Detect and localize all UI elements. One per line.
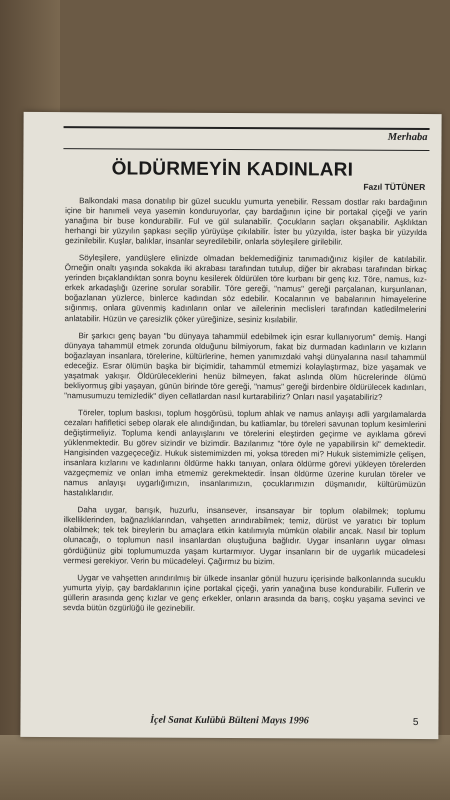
section-label: Merhaba [387,131,428,144]
paragraph: Daha uygar, barışık, huzurlu, insansever, insansayar bir toplum olabilmek; toplumu ilkelliklerinden, bağnazlıklarından, vahşetten arındırabilmek; temiz, dürüst ve yaratıcı bir toplum olabilmek; tek tek bireylerin bu amaçlara etkin katılımıyla mümkün olabilir ancak. Nasıl bir toplum olunacağı, o toplumun nasıl insanlardan oluştuğuna bağlıdır. Uygar insanların uygar olması gördüğünüz gibi toplumumuzda yaşam kurtarmıyor. Uygar insanların bir de uygarlık mücadelesi vermesi gerekiyor. Verin bu mücadeleyi. Çağırmız bu bizim. [63,505,426,566]
publication-footer: İçel Sanat Kulübü Bülteni Mayıs 1996 [150,714,309,727]
magazine-page [20,112,441,739]
article-author: Fazıl TÜTÜNER [363,181,426,193]
article-title: ÖLDÜRMEYİN KADINLARI [111,158,354,181]
table-surface-bottom [0,735,450,800]
header-rule-bottom [63,148,429,151]
page-number: 5 [412,716,419,728]
article-body [63,196,427,622]
header-rule-top [64,126,430,130]
paragraph: Bir şarkıcı genç bayan "bu dünyaya tahammül edebilmek için esrar kullanıyorum" demiş. Hangi dünyaya tahammül etmek zorunda olduğunu bilmiyorum, fakat biz durmadan kadınların ve kızların boğazlayan insanlara, törelerine, kültürlerine, hemen yanımızdaki vahşi dünyalarına nasıl tahammül edeceğiz. Esrar ölümün başka bir biçimidir, tahammül etmemizi kolaylaştırmaz, bize yaşamak ve yaşatmak yakışır. Öldürüleceklerini henüz bilmeyen, fakat aslında ölüm hücrelerinde ölümü bekliyormuş gibi yaşayan, günün birinde töre gereği, "namus" gereği birdenbire öldürülecek kadınları, "namusumuzu temizledik" diyen cellatlardan nasıl kurtarabiliriz? Onları nasıl yaşatabiliriz? [64,330,427,402]
paragraph: Balkondaki masa donatılıp bir güzel sucuklu yumurta yenebilir. Ressam dostlar rakı bardağının içine bir hanımeli veya yasemin konduruyorlar, çay bardağının içine bir portakal çiçeği ve yarin yanağına bir buse kondurabilir. Ful ve gül sulanabilir. Çocukların saçları okşanabilir. Aşklıktan herhangi bir yüzyılın şapkası seçilip yürüyüşe çıkılabilir. İster bu yüzyılda, ister başka bir yüzyılda gezinilebilir. Kuşlar, balıklar, insanlar seyredilebilir, onlarla söyleşilere girilebilir. [64,196,428,247]
paragraph: Söyleşilere, yandüşlere elinizde olmadan beklemediğiniz tanımadığınız kişiler de katılabilir. Örneğin onaltı yaşında sokakda iki akrabası tarafından tutulup, diğer bir akrabası tarafından birkaç yerinden bıçaklandıktan sonra boynu kesilerek öldürülen töre kurbanı bir genç kız. Töre, namus, kız-erkek arkadaşlığı üzerine sorular sorabilir. Töre gereği, "namus" gereği parçalanan, kurşunlanan, boğazlanan yüzlerce, binlerce kadından söz edebilir. Kocalarının ve babalarının himayelerine sığınmış, onlara güvenmiş kadınların onlar ve ailelerinin meclisleri tarafından katledilmelerini anlatabilir. Hüzün ve çaresizlik çöker yüreğinize, sesiniz kısılabilir. [64,253,427,324]
paragraph: Töreler, toplum baskısı, toplum hoşgörüsü, toplum ahlak ve namus anlayışı adli yargılamalarda cezaları hafifletici sebep olarak ele alındığından, bu katliamlar, bu töreleri savunan toplum kesimlerini değiştirmeliyiz. Topluma kendi anlayışlarını ve törelerini eleştirden geçirme ve ayıklama görevi yüklenmektedir. Bu görev sizindir ve bizimdir. Bazılarımız "töre öyle ne yapabilirsin ki" demektedir. Hangisinden vazgeçeceğiz. Hukuk sistemimizden mi, yoksa töreden mi? Hukuk sistemimizle çelişen, insanlara kızlarını ve kadınlarını öldürme hakkı tanıyan, onlara öldürme görevi yükleyen törelerden vazgeçmemiz ve onları imha etmemiz gerekmektedir. İnsan öldürme üzerine kurulan töreler ve namus anlayışı uygarlığımızın, insanlarımızın, çocuklarımızın düşmanıdır, kültürümüzün hastalıklarıdır. [63,408,427,498]
paragraph: Uygar ve vahşetten arındırılmış bir ülkede insanlar gönül huzuru içerisinde balkonlarında sucuklu yumurta yiyip, çay bardaklarının içine portakal çiçeği, yarin yanağına buse kondurabilir. Fullerin ve güllerin arasında genç kızlar ve genç erkekler, onların arasında da barış, coşku yaşama sevinci ve sevda bütün özgürlüğü ile gezinebilir. [63,572,426,613]
